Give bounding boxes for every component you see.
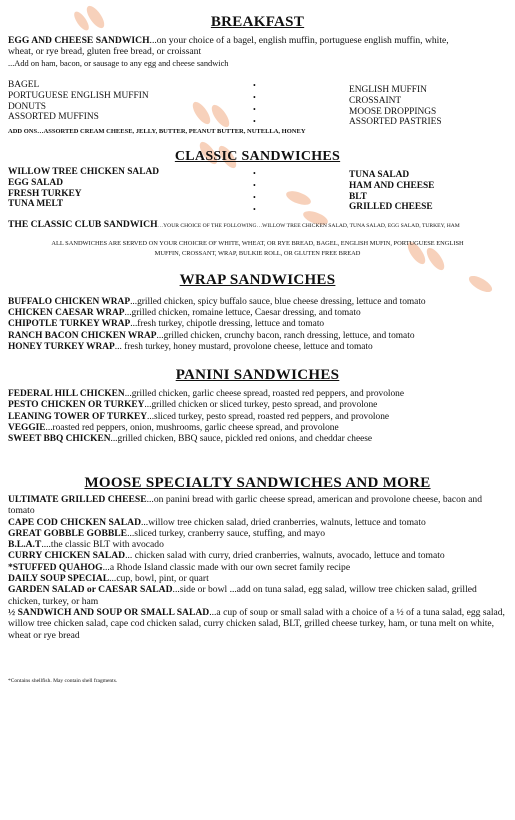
list-item: DONUTS: [8, 101, 47, 112]
list-item: FEDERAL HILL CHICKEN...grilled chicken, garlic cheese spread, roasted red peppers, and provolone: [8, 389, 405, 399]
wrap-title: WRAP SANDWICHES: [179, 272, 336, 288]
breakfast-title: BREAKFAST: [210, 14, 305, 30]
classic-club-desc: …YOUR CHOICE OF THE FOLLOWING…WILLOW TREE CHICKEN SALAD, TUNA SALAD, EGG SALAD, TURKEY, HAM: [157, 223, 460, 229]
breakfast-addons: ADD ONS…ASSORTED CREAM CHEESE, JELLY, BUTTER, PEANUT BUTTER, NUTELLA, HONEY: [8, 128, 306, 135]
list-item: TUNA SALAD: [349, 170, 410, 180]
list-item: GARDEN SALAD or CAESAR SALAD...side or bowl ...add on tuna salad, egg salad, willow tree chicken salad, grilled chicken, turkey, or ham: [8, 584, 477, 607]
list-item: GREAT GOBBLE GOBBLE...sliced turkey, cranberry sauce, stuffing, and mayo: [8, 527, 326, 539]
list-item: GRILLED CHEESE: [349, 202, 433, 213]
list-item: SWEET BBQ CHICKEN...grilled chicken, BBQ sauce, pickled red onions, and cheddar cheese: [8, 434, 373, 445]
list-item: ULTIMATE GRILLED CHEESE...on panini bread with garlic cheese spread, american and provolone cheese, bacon and tomato: [8, 494, 482, 517]
classic-left-list: [8, 167, 159, 210]
list-item: BAGEL: [8, 80, 40, 90]
list-item: WILLOW TREE CHICKEN SALAD: [8, 167, 159, 177]
egg-sandwich-desc-1: ...on your choice of a bagel, english muffin, portuguese english muffin, white,: [149, 35, 449, 46]
list-item: LEANING TOWER OF TURKEY...sliced turkey, pesto spread, roasted red peppers, and provolone: [8, 411, 390, 422]
list-item: MOOSE DROPPINGS: [349, 106, 437, 117]
list-item: PESTO CHICKEN OR TURKEY...grilled chicken or sliced turkey, pesto spread, and provolone: [8, 400, 378, 411]
egg-sandwich-desc-3: ...Add on ham, bacon, or sausage to any egg and cheese sandwich: [8, 59, 229, 68]
list-item: CROSSAINT: [349, 95, 402, 106]
list-item: B.L.A.T....the classic BLT with avocado: [8, 539, 164, 551]
classic-club-name: THE CLASSIC CLUB SANDWICH: [8, 219, 158, 230]
list-item: FRESH TURKEY: [8, 188, 82, 199]
list-item: HAM AND CHEESE: [349, 180, 435, 191]
list-item: HONEY TURKEY WRAP... fresh turkey, honey mustard, provolone cheese, lettuce and tomato: [8, 341, 373, 352]
list-item: DAILY SOUP SPECIAL...cup, bowl, pint, or quart: [8, 573, 209, 585]
list-item: CAPE COD CHICKEN SALAD...willow tree chicken salad, dried cranberries, walnuts, lettuce and tomato: [8, 516, 426, 528]
egg-sandwich-line-1: [8, 35, 449, 46]
list-item: ENGLISH MUFFIN: [349, 85, 427, 95]
breakfast-left-list: [8, 80, 149, 123]
egg-sandwich-desc-2: wheat, or rye bread, gluten free bread, or croissant: [8, 46, 202, 57]
classic-title: CLASSIC SANDWICHES: [174, 149, 341, 164]
wrap-list: [8, 297, 426, 353]
classic-right-list: [349, 170, 434, 213]
specialty-list: [8, 494, 508, 641]
panini-list: [8, 389, 404, 445]
list-item: PORTUGUESE ENGLISH MUFFIN: [8, 90, 149, 101]
list-item: TUNA MELT: [8, 199, 64, 210]
list-item: ASSORTED PASTRIES: [349, 117, 442, 128]
list-item: EGG SALAD: [8, 177, 63, 188]
list-item: BLT: [349, 191, 367, 202]
list-item: CHICKEN CAESAR WRAP...grilled chicken, romaine lettuce, Caesar dressing, and tomato: [8, 308, 361, 319]
breakfast-right-list: [349, 85, 442, 128]
list-item: CURRY CHICKEN SALAD... chicken salad with curry, dried cranberries, walnuts, avocado, lettuce and tomato: [8, 550, 445, 562]
list-item: *STUFFED QUAHOG...a Rhode Island classic made with our own secret family recipe: [8, 561, 351, 573]
list-item: RANCH BACON CHICKEN WRAP...grilled chicken, crunchy bacon, ranch dressing, lettuce, and tomato: [8, 330, 415, 341]
classic-served-2: MUFFIN, CROSSANT, WRAP, BULKIE ROLL, OR GLUTEN FREE BREAD: [154, 250, 361, 257]
panini-title: PANINI SANDWICHES: [175, 367, 340, 383]
specialty-title: MOOSE SPECIALTY SANDWICHES AND MORE: [84, 475, 431, 491]
footnote: *Contains shellfish. May contain shell fragments.: [8, 678, 118, 684]
egg-sandwich-name: EGG AND CHEESE SANDWICH: [8, 35, 150, 46]
bullet-column: • • • •: [253, 169, 256, 214]
classic-served-1: ALL SANDWICHES ARE SERVED ON YOUR CHOICRE OF WHITE, WHEAT, OR RYE BREAD, BAGEL, ENGLISH MUFIN, PORTUGUESE ENGLISH: [51, 240, 464, 247]
list-item: ASSORTED MUFFINS: [8, 112, 99, 123]
list-item: CHIPOTLE TURKEY WRAP...fresh turkey, chipotle dressing, lettuce and tomato: [8, 319, 325, 330]
list-item: ½ SANDWICH AND SOUP OR SMALL SALAD...a cup of soup or small salad with a choice of a ½ of a tuna salad, egg salad, willow tree chicken salad, cape cod chicken salad, curry chicken salad, BLT, grilled cheese turkey, ham, or tuna melt on white, wheat or rye bread: [8, 606, 505, 641]
bullet-column: • • • •: [253, 81, 256, 126]
list-item: VEGGIE...roasted red peppers, onion, mushrooms, garlic cheese spread, and provolone: [8, 422, 339, 433]
classic-club-line: [8, 219, 460, 232]
list-item: BUFFALO CHICKEN WRAP...grilled chicken, spicy buffalo sauce, blue cheese dressing, lettuce and tomato: [8, 297, 426, 307]
